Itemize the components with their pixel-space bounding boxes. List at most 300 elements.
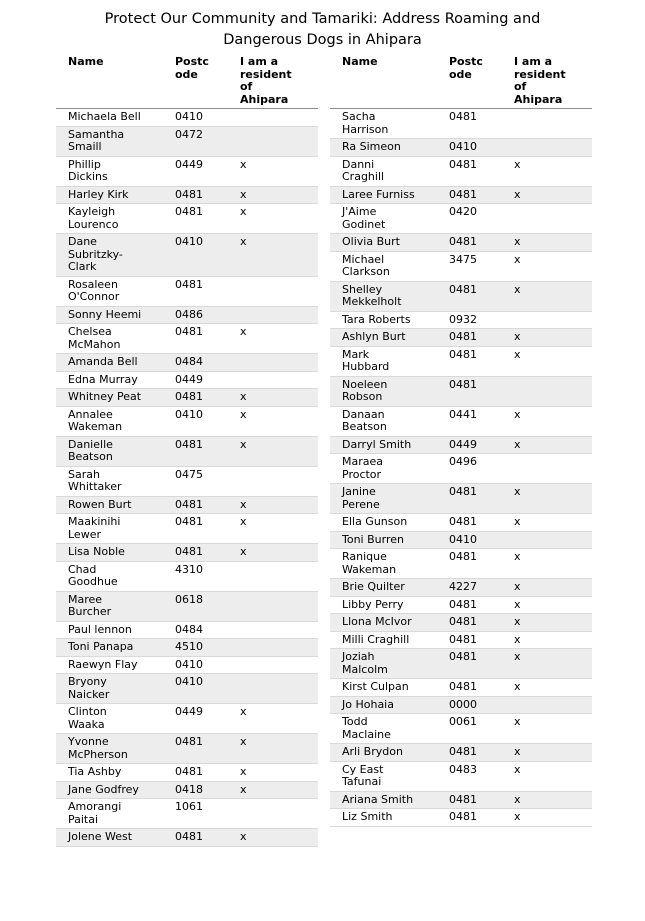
table-row [330, 204, 592, 234]
table-row [330, 234, 592, 252]
postcode-cell: 0410 [437, 139, 502, 157]
resident-mark-cell [228, 354, 318, 372]
name-cell [56, 514, 163, 544]
postcode-cell: 0481 [437, 514, 502, 532]
name-cell [56, 276, 163, 306]
signer-name: Laree Furniss [342, 187, 415, 201]
name-cell [56, 389, 163, 407]
postcode-cell: 0449 [437, 436, 502, 454]
resident-mark-cell [228, 799, 318, 829]
name-cell [56, 234, 163, 277]
table-row [56, 306, 318, 324]
resident-mark-cell [228, 639, 318, 657]
postcode-cell: 0481 [163, 496, 228, 514]
resident-mark-cell [228, 371, 318, 389]
postcode-cell: 0481 [437, 744, 502, 762]
name-cell [56, 406, 163, 436]
signer-name: Joziah Malcolm [342, 650, 388, 676]
postcode-cell: 1061 [163, 799, 228, 829]
name-cell [56, 704, 163, 734]
table-row [56, 674, 318, 704]
name-cell [56, 799, 163, 829]
resident-mark-cell: x [502, 484, 592, 514]
name-cell [330, 791, 437, 809]
signer-name: Chelsea McMahon [68, 325, 121, 351]
resident-mark-cell: x [502, 251, 592, 281]
tables-container [56, 53, 592, 847]
table-row [330, 531, 592, 549]
table-row [56, 496, 318, 514]
postcode-cell: 0484 [163, 354, 228, 372]
name-cell [330, 649, 437, 679]
header-row [56, 53, 318, 109]
name-cell [330, 631, 437, 649]
name-cell [330, 696, 437, 714]
table-row [330, 311, 592, 329]
table-row [56, 126, 318, 156]
name-cell [330, 579, 437, 597]
resident-mark-cell: x [502, 406, 592, 436]
resident-mark-cell: x [228, 389, 318, 407]
table-row [330, 186, 592, 204]
table-row [330, 514, 592, 532]
signer-name: Liz Smith [342, 810, 393, 823]
postcode-cell: 0481 [163, 734, 228, 764]
table-row [330, 376, 592, 406]
resident-mark-cell [228, 306, 318, 324]
signer-name: Kirst Culpan [342, 680, 409, 693]
postcode-cell: 0481 [437, 484, 502, 514]
resident-mark-cell: x [228, 496, 318, 514]
column-header-name: Name [330, 53, 437, 109]
signer-name: J'Aime Godinet [342, 205, 386, 231]
table-row [330, 649, 592, 679]
column-header-resident: I am a resident of Ahipara [502, 53, 592, 109]
postcode-cell: 0481 [163, 204, 228, 234]
signer-name: Cy East Tafunai [342, 762, 384, 788]
resident-mark-cell: x [502, 156, 592, 186]
resident-mark-cell [228, 561, 318, 591]
signer-name: Ella Gunson [342, 515, 408, 528]
postcode-cell: 0481 [163, 764, 228, 782]
name-cell [330, 109, 437, 139]
resident-mark-cell: x [502, 579, 592, 597]
table-row [56, 186, 318, 204]
signer-name: Michael Clarkson [342, 252, 390, 278]
name-cell [330, 761, 437, 791]
column-header-postcode: Postcode [437, 53, 502, 109]
name-cell [330, 156, 437, 186]
name-cell [330, 139, 437, 157]
resident-mark-cell: x [228, 156, 318, 186]
postcode-cell: 0486 [163, 306, 228, 324]
name-cell [56, 324, 163, 354]
table-row [330, 139, 592, 157]
postcode-cell: 0483 [437, 761, 502, 791]
table-row [56, 764, 318, 782]
name-cell [56, 354, 163, 372]
table-row [56, 591, 318, 621]
postcode-cell: 0481 [437, 346, 502, 376]
table-row [330, 596, 592, 614]
resident-mark-cell: x [228, 234, 318, 277]
table-row [330, 679, 592, 697]
signer-name: Janine Perene [342, 485, 380, 511]
resident-mark-cell [502, 696, 592, 714]
signer-name: Shelley Mekkelholt [342, 282, 402, 308]
page-title: Protect Our Community and Tamariki: Address Roaming and Dangerous Dogs in Ahipara [104, 11, 541, 48]
table-row [330, 251, 592, 281]
name-cell [56, 829, 163, 847]
name-cell [330, 436, 437, 454]
signer-name: Whitney Peat [68, 390, 142, 403]
signer-name: Edna Murray [68, 372, 138, 386]
signer-name: Ashlyn Burt [342, 330, 406, 343]
resident-mark-cell: x [228, 829, 318, 847]
table-row [330, 436, 592, 454]
resident-mark-cell [502, 454, 592, 484]
name-cell [56, 306, 163, 324]
resident-mark-cell: x [228, 186, 318, 204]
column-header-postcode: Postcode [163, 53, 228, 109]
resident-mark-cell [228, 621, 318, 639]
signature-table-left [56, 53, 318, 847]
table-row [56, 109, 318, 127]
name-cell [56, 639, 163, 657]
postcode-cell: 0481 [437, 649, 502, 679]
signer-name: Jo Hohaia [342, 697, 394, 711]
table-row [330, 744, 592, 762]
table-row [330, 549, 592, 579]
signer-name: Ranique Wakeman [342, 550, 397, 576]
resident-mark-cell: x [228, 204, 318, 234]
signer-name: Milli Craghill [342, 632, 410, 646]
postcode-cell: 0449 [163, 704, 228, 734]
resident-mark-cell: x [502, 714, 592, 744]
signer-name: Sarah Whittaker [68, 467, 122, 493]
resident-mark-cell: x [228, 704, 318, 734]
signer-name: Jolene West [68, 830, 133, 843]
resident-mark-cell: x [228, 324, 318, 354]
resident-mark-cell [502, 139, 592, 157]
signer-name: Noeleen Robson [342, 377, 388, 403]
signer-name: Samantha Smaill [68, 127, 125, 153]
table-row [56, 561, 318, 591]
table-row [330, 631, 592, 649]
signer-name: Danaan Beatson [342, 407, 387, 433]
name-cell [330, 514, 437, 532]
name-cell [330, 714, 437, 744]
signer-name: Danielle Beatson [68, 437, 113, 463]
signer-name: Sacha Harrison [342, 110, 389, 136]
signer-name: Maree Burcher [68, 592, 112, 618]
resident-mark-cell: x [228, 544, 318, 562]
signer-name: Rowen Burt [68, 497, 132, 511]
table-body-right [330, 109, 592, 827]
resident-mark-cell [228, 126, 318, 156]
table-row [330, 406, 592, 436]
postcode-cell: 0472 [163, 126, 228, 156]
signer-name: Chad Goodhue [68, 562, 118, 588]
resident-mark-cell: x [502, 549, 592, 579]
postcode-cell: 0481 [163, 436, 228, 466]
table-row [56, 639, 318, 657]
table-row [330, 329, 592, 347]
postcode-cell: 0475 [163, 466, 228, 496]
signer-name: Tia Ashby [68, 765, 122, 778]
signer-name: Bryony Naicker [68, 675, 110, 701]
resident-mark-cell: x [228, 436, 318, 466]
table-row [330, 791, 592, 809]
postcode-cell: 0481 [163, 186, 228, 204]
signer-name: Lisa Noble [68, 545, 125, 558]
signer-name: Harley Kirk [68, 187, 129, 201]
name-cell [330, 614, 437, 632]
name-cell [56, 764, 163, 782]
name-cell [56, 156, 163, 186]
table-row [330, 809, 592, 827]
name-cell [330, 346, 437, 376]
postcode-cell: 4227 [437, 579, 502, 597]
name-cell [330, 679, 437, 697]
resident-mark-cell: x [502, 679, 592, 697]
name-cell [330, 329, 437, 347]
name-cell [56, 371, 163, 389]
postcode-cell: 0410 [437, 531, 502, 549]
table-row [330, 761, 592, 791]
postcode-cell: 0481 [163, 829, 228, 847]
table-row [330, 484, 592, 514]
resident-mark-cell [502, 311, 592, 329]
table-row [56, 156, 318, 186]
postcode-cell: 0481 [437, 376, 502, 406]
name-cell [330, 204, 437, 234]
table-row [56, 829, 318, 847]
postcode-cell: 0496 [437, 454, 502, 484]
table-row [56, 204, 318, 234]
name-cell [56, 544, 163, 562]
signer-name: Olivia Burt [342, 235, 400, 248]
name-cell [330, 406, 437, 436]
postcode-cell: 0418 [163, 781, 228, 799]
postcode-cell: 0481 [437, 614, 502, 632]
name-cell [56, 621, 163, 639]
signer-name: Mark Hubbard [342, 347, 390, 373]
resident-mark-cell [228, 674, 318, 704]
table-row [56, 656, 318, 674]
resident-mark-cell: x [228, 764, 318, 782]
signer-name: Dane Subritzky-Clark [68, 235, 123, 273]
table-row [330, 109, 592, 139]
postcode-cell: 0481 [163, 324, 228, 354]
resident-mark-cell: x [502, 346, 592, 376]
resident-mark-cell: x [228, 514, 318, 544]
signer-name: Amorangi Paitai [68, 800, 122, 826]
table-row [330, 579, 592, 597]
postcode-cell: 0481 [437, 186, 502, 204]
signer-name: Maakinihi Lewer [68, 515, 121, 541]
name-cell [56, 204, 163, 234]
postcode-cell: 0481 [163, 389, 228, 407]
signer-name: Todd Maclaine [342, 715, 391, 741]
column-header-name: Name [56, 53, 163, 109]
table-row [56, 436, 318, 466]
table-row [56, 324, 318, 354]
table-row [56, 371, 318, 389]
name-cell [56, 109, 163, 127]
postcode-cell: 0481 [437, 549, 502, 579]
signer-name: Michaela Bell [68, 110, 141, 123]
resident-mark-cell: x [228, 734, 318, 764]
name-cell [330, 454, 437, 484]
signer-name: Kayleigh Lourenco [68, 205, 119, 231]
resident-mark-cell: x [502, 791, 592, 809]
table-row [56, 621, 318, 639]
postcode-cell: 0481 [437, 809, 502, 827]
signer-name: Rosaleen O'Connor [68, 277, 120, 303]
name-cell [330, 311, 437, 329]
name-cell [56, 126, 163, 156]
postcode-cell: 0481 [163, 276, 228, 306]
postcode-cell: 0420 [437, 204, 502, 234]
resident-mark-cell: x [502, 809, 592, 827]
name-cell [330, 596, 437, 614]
resident-mark-cell: x [502, 596, 592, 614]
resident-mark-cell [228, 591, 318, 621]
resident-mark-cell: x [502, 631, 592, 649]
postcode-cell: 0481 [437, 281, 502, 311]
resident-mark-cell [502, 204, 592, 234]
column-header-resident: I am a resident of Ahipara [228, 53, 318, 109]
postcode-cell: 0481 [163, 544, 228, 562]
resident-mark-cell: x [502, 761, 592, 791]
postcode-cell: 0481 [437, 234, 502, 252]
signer-name: Raewyn Flay [68, 657, 138, 671]
signer-name: Jane Godfrey [68, 782, 139, 796]
signer-name: Amanda Bell [68, 355, 138, 368]
postcode-cell: 0481 [437, 631, 502, 649]
table-row [56, 544, 318, 562]
signer-name: Darryl Smith [342, 437, 412, 451]
signer-name: Libby Perry [342, 597, 404, 611]
table-row [330, 281, 592, 311]
resident-mark-cell [228, 276, 318, 306]
table-row [56, 514, 318, 544]
resident-mark-cell [228, 656, 318, 674]
postcode-cell: 0481 [437, 679, 502, 697]
resident-mark-cell [228, 109, 318, 127]
signer-name: Phillip Dickins [68, 157, 108, 183]
document-page [0, 9, 645, 847]
postcode-cell: 4310 [163, 561, 228, 591]
resident-mark-cell: x [502, 649, 592, 679]
name-cell [330, 186, 437, 204]
name-cell [56, 591, 163, 621]
postcode-cell: 0481 [437, 791, 502, 809]
name-cell [56, 186, 163, 204]
postcode-cell: 0410 [163, 234, 228, 277]
resident-mark-cell: x [502, 614, 592, 632]
table-row [56, 354, 318, 372]
signer-name: Annalee Wakeman [68, 407, 123, 433]
resident-mark-cell: x [502, 281, 592, 311]
table-row [330, 156, 592, 186]
postcode-cell: 0410 [163, 674, 228, 704]
resident-mark-cell [228, 466, 318, 496]
table-row [330, 696, 592, 714]
name-cell [330, 281, 437, 311]
signer-name: Tara Roberts [342, 312, 411, 326]
name-cell [56, 436, 163, 466]
name-cell [56, 496, 163, 514]
name-cell [330, 531, 437, 549]
table-row [56, 466, 318, 496]
signer-name: Danni Craghill [342, 157, 385, 183]
postcode-cell: 0441 [437, 406, 502, 436]
header-row [330, 53, 592, 109]
name-cell [330, 251, 437, 281]
signer-name: Yvonne McPherson [68, 735, 128, 761]
postcode-cell: 0000 [437, 696, 502, 714]
postcode-cell: 0481 [163, 514, 228, 544]
name-cell [56, 466, 163, 496]
resident-mark-cell: x [228, 406, 318, 436]
resident-mark-cell: x [502, 514, 592, 532]
table-row [56, 781, 318, 799]
signer-name: Ariana Smith [342, 792, 414, 806]
signer-name: Arli Brydon [342, 745, 403, 758]
signer-name: Paul lennon [68, 622, 132, 636]
signer-name: Toni Panapa [68, 640, 134, 653]
name-cell [330, 809, 437, 827]
table-body-left [56, 109, 318, 847]
name-cell [330, 376, 437, 406]
name-cell [330, 744, 437, 762]
signer-name: Maraea Proctor [342, 455, 384, 481]
name-cell [330, 549, 437, 579]
resident-mark-cell: x [502, 744, 592, 762]
postcode-cell: 0410 [163, 656, 228, 674]
postcode-cell: 0484 [163, 621, 228, 639]
table-row [330, 454, 592, 484]
postcode-cell: 0061 [437, 714, 502, 744]
postcode-cell: 0449 [163, 371, 228, 389]
resident-mark-cell [502, 376, 592, 406]
name-cell [56, 734, 163, 764]
postcode-cell: 0449 [163, 156, 228, 186]
postcode-cell: 0481 [437, 596, 502, 614]
table-row [56, 406, 318, 436]
table-row [56, 734, 318, 764]
signer-name: Sonny Heemi [68, 307, 142, 321]
resident-mark-cell: x [502, 186, 592, 204]
postcode-cell: 0410 [175, 110, 203, 123]
signer-name: Ra Simeon [342, 140, 401, 153]
name-cell [330, 484, 437, 514]
postcode-cell: 3475 [437, 251, 502, 281]
name-cell [330, 234, 437, 252]
resident-mark-cell [502, 531, 592, 549]
name-cell [56, 561, 163, 591]
resident-mark-cell [502, 109, 592, 139]
postcode-cell: 4510 [163, 639, 228, 657]
signer-name: Llona McIvor [342, 615, 412, 628]
table-row [330, 614, 592, 632]
postcode-cell: 0410 [163, 406, 228, 436]
table-row [56, 389, 318, 407]
table-row [56, 276, 318, 306]
postcode-cell: 0932 [437, 311, 502, 329]
